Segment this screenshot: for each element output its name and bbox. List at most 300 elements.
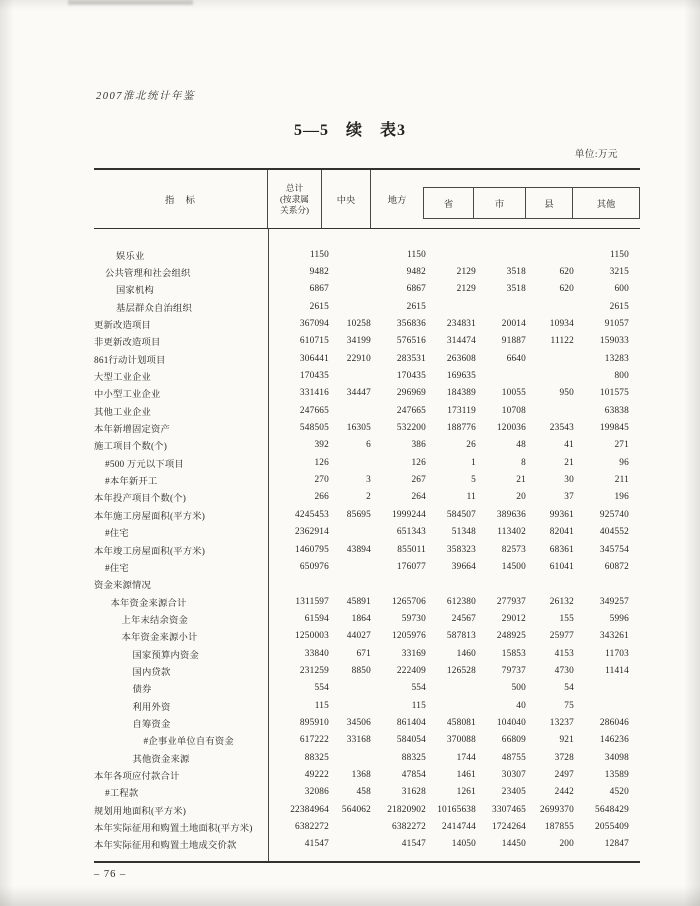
- table-row: [94, 610, 630, 627]
- cell-total: 61594: [304, 613, 329, 624]
- cell-county: 10934: [549, 319, 574, 330]
- cell-province: 2129: [456, 267, 476, 278]
- cell-city: 20: [516, 492, 526, 503]
- cell-total: 548505: [299, 423, 329, 434]
- row-label: 非更新改造项目: [94, 338, 161, 349]
- table-row: [94, 471, 630, 488]
- cell-local: 9482: [406, 267, 426, 278]
- table-row: [94, 749, 630, 766]
- cell-other: 345754: [599, 544, 629, 555]
- cell-local: 1265706: [392, 596, 426, 607]
- cell-total: 2615: [309, 301, 329, 312]
- cell-other: 91057: [604, 319, 629, 330]
- cell-county: 950: [559, 388, 574, 399]
- cell-province: 1: [471, 457, 476, 468]
- col-header-city: 市: [474, 188, 526, 218]
- cell-local: 88325: [401, 752, 426, 763]
- table-row: [94, 576, 630, 593]
- cell-city: 104040: [496, 717, 526, 728]
- cell-local: 170435: [396, 371, 426, 382]
- cell-other: 12847: [604, 839, 629, 850]
- cell-county: 200: [559, 839, 574, 850]
- cell-total: 1311597: [295, 596, 329, 607]
- row-label: 本年新增固定资产: [94, 425, 170, 436]
- cell-total: 2362914: [295, 527, 329, 538]
- unit-label: 单位:万元: [574, 150, 618, 160]
- col-header-indicator: 指 标: [94, 170, 268, 228]
- row-label: #本年新开工: [105, 477, 158, 488]
- table-row: [94, 333, 630, 350]
- table-row: [94, 645, 630, 662]
- cell-local: 283531: [396, 353, 426, 364]
- cell-county: 61041: [549, 561, 574, 572]
- cell-local: 6382272: [392, 822, 426, 833]
- col-header-total-line2: (按隶属: [280, 193, 309, 204]
- cell-local: 247665: [396, 405, 426, 416]
- cell-local: 1205976: [392, 631, 426, 642]
- page-number: – 76 –: [94, 869, 127, 880]
- cell-city: 113402: [497, 527, 526, 538]
- cell-other: 4520: [609, 787, 629, 798]
- row-label: 国家预算内资金: [132, 650, 199, 661]
- cell-central: 34447: [346, 388, 371, 399]
- cell-county: 30: [564, 475, 574, 486]
- cell-other: 271: [614, 440, 629, 451]
- cell-total: 331416: [299, 388, 329, 399]
- cell-other: 2055409: [595, 822, 629, 833]
- cell-city: 3307465: [492, 804, 526, 815]
- cell-other: 349257: [599, 596, 629, 607]
- cell-province: 5: [471, 475, 476, 486]
- table-row: [94, 246, 630, 263]
- cell-central: 10258: [346, 319, 371, 330]
- cell-county: 13237: [549, 717, 574, 728]
- scan-artifact: [68, 0, 193, 5]
- table-row: [94, 402, 630, 419]
- row-label: 中小型工业企业: [94, 390, 161, 401]
- cell-city: 14450: [501, 839, 526, 850]
- cell-county: 4153: [554, 648, 574, 659]
- cell-central: 458: [356, 787, 371, 798]
- cell-city: 1724264: [492, 822, 526, 833]
- cell-total: 9482: [309, 267, 329, 278]
- row-label: 资金来源情况: [94, 581, 151, 592]
- col-header-province: 省: [424, 188, 474, 218]
- cell-total: 32086: [304, 787, 329, 798]
- cell-local: 554: [411, 683, 426, 694]
- cell-province: 39664: [451, 561, 476, 572]
- cell-other: 800: [614, 371, 629, 382]
- table-row: [94, 558, 630, 575]
- cell-city: 15853: [501, 648, 526, 659]
- row-label: 规划用地面积(平方米): [94, 806, 187, 817]
- cell-province: 10165638: [437, 804, 476, 815]
- cell-city: 48755: [501, 752, 526, 763]
- cell-central: 85695: [346, 509, 371, 520]
- cell-county: 41: [564, 440, 574, 451]
- cell-county: 75: [564, 700, 574, 711]
- cell-central: 3: [366, 475, 371, 486]
- cell-city: 79737: [501, 665, 526, 676]
- cell-central: 564062: [341, 804, 371, 815]
- row-label: 基层群众自治组织: [116, 303, 192, 314]
- cell-other: 159033: [599, 336, 629, 347]
- row-label: 自筹资金: [132, 719, 171, 730]
- row-label: 大型工业企业: [94, 373, 151, 384]
- cell-province: 358323: [446, 544, 476, 555]
- cell-local: 176077: [396, 561, 426, 572]
- col-header-other: 其他: [596, 200, 616, 210]
- cell-local: 6867: [406, 284, 426, 295]
- cell-city: 8: [521, 457, 526, 468]
- table-row: [94, 818, 630, 835]
- col-header-total-line1: 总计: [285, 182, 304, 193]
- table-row: [94, 298, 630, 315]
- row-label: 其他工业企业: [94, 407, 151, 418]
- cell-local: 267: [411, 475, 426, 486]
- cell-city: 23405: [501, 787, 526, 798]
- cell-county: 620: [559, 284, 574, 295]
- cell-other: 600: [614, 284, 629, 295]
- cell-other: 404552: [599, 527, 629, 538]
- cell-total: 22384964: [290, 804, 329, 815]
- cell-province: 458081: [446, 717, 476, 728]
- cell-province: 51348: [451, 527, 476, 538]
- cell-province: 1460: [456, 648, 476, 659]
- cell-other: 343261: [599, 631, 629, 642]
- cell-local: 576516: [396, 336, 426, 347]
- cell-total: 4245453: [295, 509, 329, 520]
- local-subcolumns-group: [423, 187, 640, 219]
- cell-province: 126528: [446, 665, 476, 676]
- cell-other: 146236: [599, 735, 629, 746]
- cell-county: 68361: [549, 544, 574, 555]
- table-row: [94, 836, 630, 853]
- table-row: [94, 801, 630, 818]
- table-row: [94, 593, 630, 610]
- cell-city: 500: [511, 683, 526, 694]
- cell-province: 26: [466, 440, 476, 451]
- table-header: [94, 168, 640, 229]
- cell-other: 11414: [605, 665, 629, 676]
- cell-city: 48: [516, 440, 526, 451]
- cell-city: 20014: [501, 319, 526, 330]
- cell-total: 554: [314, 683, 329, 694]
- cell-county: 2699370: [540, 804, 574, 815]
- cell-county: 23543: [549, 423, 574, 434]
- cell-total: 6382272: [295, 822, 329, 833]
- cell-province: 314474: [446, 336, 476, 347]
- cell-local: 33169: [401, 648, 426, 659]
- table-row: [94, 766, 630, 783]
- cell-total: 392: [314, 440, 329, 451]
- cell-city: 10708: [501, 405, 526, 416]
- table-row: [94, 541, 630, 558]
- statistics-table: [94, 168, 640, 863]
- cell-local: 532200: [396, 423, 426, 434]
- cell-central: 1368: [351, 769, 371, 780]
- cell-province: 24567: [451, 613, 476, 624]
- cell-city: 66809: [501, 735, 526, 746]
- row-label: 娱乐业: [116, 251, 145, 262]
- cell-total: 170435: [299, 371, 329, 382]
- table-row: [94, 454, 630, 471]
- cell-local: 861404: [396, 717, 426, 728]
- cell-central: 45891: [346, 596, 371, 607]
- cell-local: 651343: [396, 527, 426, 538]
- cell-total: 1250003: [295, 631, 329, 642]
- cell-province: 184389: [446, 388, 476, 399]
- cell-total: 650976: [299, 561, 329, 572]
- table-title: 5—5 续 表3: [293, 122, 406, 139]
- row-label: 利用外资: [132, 702, 171, 713]
- cell-county: 921: [559, 735, 574, 746]
- table-row: [94, 489, 630, 506]
- row-label: #企事业单位自有资金: [143, 737, 234, 748]
- cell-city: 91887: [501, 336, 526, 347]
- col-header-total-line3: 关系分): [280, 204, 309, 215]
- cell-county: 620: [559, 267, 574, 278]
- table-row: [94, 506, 630, 523]
- cell-other: 286046: [599, 717, 629, 728]
- table-row: [94, 680, 630, 697]
- cell-local: 41547: [401, 839, 426, 850]
- table-row: [94, 315, 630, 332]
- cell-central: 8850: [351, 665, 371, 676]
- cell-other: 3215: [609, 267, 629, 278]
- table-body: [94, 229, 640, 863]
- cell-city: 14500: [501, 561, 526, 572]
- cell-other: 199845: [599, 423, 629, 434]
- row-label: 本年资金来源小计: [121, 633, 198, 644]
- row-label: 本年实际征用和购置土地成交价款: [94, 841, 237, 852]
- row-label: 本年投产项目个数(个): [94, 494, 187, 505]
- cell-province: 234831: [446, 319, 476, 330]
- table-row: [94, 714, 630, 731]
- cell-other: 13283: [604, 353, 629, 364]
- cell-central: 43894: [346, 544, 371, 555]
- cell-city: 389636: [496, 509, 526, 520]
- table-row: [94, 437, 630, 454]
- cell-province: 169635: [446, 371, 476, 382]
- table-row: [94, 628, 630, 645]
- table-row: [94, 281, 630, 298]
- cell-city: 29012: [501, 613, 526, 624]
- cell-local: 296969: [396, 388, 426, 399]
- cell-central: 34199: [346, 336, 371, 347]
- cell-central: 671: [356, 648, 371, 659]
- cell-total: 895910: [299, 717, 329, 728]
- cell-total: 6867: [309, 284, 329, 295]
- row-label: 本年资金来源合计: [110, 598, 187, 609]
- cell-province: 612380: [446, 596, 476, 607]
- cell-province: 584507: [446, 509, 476, 520]
- cell-city: 120036: [496, 423, 526, 434]
- cell-other: 63838: [604, 405, 629, 416]
- cell-city: 82573: [501, 544, 526, 555]
- cell-total: 41547: [304, 839, 329, 850]
- row-label: 其他资金来源: [132, 754, 190, 765]
- table-row: [94, 784, 630, 801]
- cell-central: 44027: [346, 631, 371, 642]
- cell-total: 610715: [299, 336, 329, 347]
- table-row: [94, 263, 630, 280]
- cell-total: 126: [314, 457, 329, 468]
- cell-local: 59730: [401, 613, 426, 624]
- row-label: 国家机构: [116, 286, 154, 297]
- cell-province: 263608: [446, 353, 476, 364]
- cell-central: 16305: [346, 423, 371, 434]
- cell-total: 88325: [304, 752, 329, 763]
- cell-local: 31628: [401, 787, 426, 798]
- cell-local: 855011: [397, 544, 426, 555]
- cell-other: 11703: [605, 648, 629, 659]
- row-label: 施工项目个数(个): [94, 442, 168, 453]
- col-header-county: 县: [526, 188, 573, 218]
- cell-central: 33168: [346, 735, 371, 746]
- cell-other: 211: [614, 475, 629, 486]
- cell-other: 2615: [609, 301, 629, 312]
- cell-total: 306441: [299, 353, 329, 364]
- cell-county: 99361: [549, 509, 574, 520]
- cell-central: 1864: [351, 613, 371, 624]
- cell-province: 370088: [446, 735, 476, 746]
- row-label: 本年竣工房屋面积(平方米): [94, 546, 206, 557]
- cell-local: 222409: [396, 665, 426, 676]
- row-label: 本年实际征用和购置土地面积(平方米): [94, 824, 253, 835]
- cell-local: 2615: [406, 301, 426, 312]
- col-header-central: 中央: [322, 170, 371, 228]
- cell-county: 37: [564, 492, 574, 503]
- table-row: [94, 367, 630, 384]
- cell-province: 2129: [456, 284, 476, 295]
- row-label: #500 万元以下项目: [105, 459, 184, 470]
- cell-city: 6640: [506, 353, 526, 364]
- cell-city: 10055: [501, 388, 526, 399]
- cell-central: 2: [366, 492, 371, 503]
- table-row: [94, 524, 630, 541]
- row-label: 861行动计划项目: [94, 355, 166, 366]
- table-row: [94, 662, 630, 679]
- cell-central: 34506: [346, 717, 371, 728]
- book-title: 2007淮北统计年鉴: [96, 91, 195, 102]
- cell-province: 11: [466, 492, 476, 503]
- cell-other: 34098: [604, 752, 629, 763]
- cell-county: 82041: [549, 527, 574, 538]
- cell-total: 115: [314, 700, 329, 711]
- cell-province: 1261: [456, 787, 476, 798]
- cell-total: 231259: [299, 665, 329, 676]
- cell-total: 266: [314, 492, 329, 503]
- row-label: #住宅: [105, 563, 129, 574]
- cell-local: 21820902: [387, 804, 426, 815]
- cell-total: 33840: [304, 648, 329, 659]
- row-label: 债券: [132, 685, 152, 696]
- cell-total: 49222: [304, 769, 329, 780]
- cell-province: 1744: [456, 752, 476, 763]
- cell-local: 264: [411, 492, 426, 503]
- cell-county: 2497: [554, 769, 574, 780]
- cell-other: 60872: [604, 561, 629, 572]
- cell-total: 270: [314, 475, 329, 486]
- cell-total: 367094: [299, 319, 329, 330]
- cell-local: 126: [411, 457, 426, 468]
- cell-other: 1150: [609, 249, 629, 260]
- cell-province: 587813: [446, 631, 476, 642]
- cell-central: 6: [366, 440, 371, 451]
- cell-local: 1999244: [392, 509, 426, 520]
- cell-county: 21: [564, 457, 574, 468]
- row-label: 上年末结余资金: [121, 615, 188, 626]
- cell-city: 3518: [506, 284, 526, 295]
- table-row: [94, 732, 630, 749]
- cell-county: 2442: [554, 787, 574, 798]
- cell-total: 1150: [309, 249, 329, 260]
- cell-other: 13589: [604, 769, 629, 780]
- cell-county: 26132: [549, 596, 574, 607]
- cell-other: 101575: [599, 388, 629, 399]
- cell-county: 54: [564, 683, 574, 694]
- cell-city: 248925: [496, 631, 526, 642]
- cell-other: 925740: [599, 509, 629, 520]
- col-header-local: 地方: [387, 196, 407, 206]
- cell-province: 1461: [456, 769, 476, 780]
- table-row: [94, 385, 630, 402]
- cell-city: 21: [516, 475, 526, 486]
- row-label: #住宅: [105, 529, 129, 540]
- cell-county: 25977: [549, 631, 574, 642]
- table-row: [94, 697, 630, 714]
- cell-province: 173119: [447, 405, 476, 416]
- cell-local: 115: [411, 700, 426, 711]
- cell-city: 40: [516, 700, 526, 711]
- cell-county: 3728: [554, 752, 574, 763]
- cell-city: 3518: [506, 267, 526, 278]
- cell-other: 96: [619, 457, 629, 468]
- cell-province: 14050: [451, 839, 476, 850]
- col-header-total: [268, 170, 322, 228]
- table-row: [94, 350, 630, 367]
- cell-county: 4730: [554, 665, 574, 676]
- row-label: #工程款: [105, 789, 139, 800]
- cell-county: 187855: [544, 822, 574, 833]
- row-label: 本年施工房屋面积(平方米): [94, 511, 206, 522]
- cell-local: 356836: [396, 319, 426, 330]
- cell-province: 2414744: [442, 822, 476, 833]
- cell-other: 5996: [609, 613, 629, 624]
- cell-total: 1460795: [295, 544, 329, 555]
- table-row: [94, 419, 630, 436]
- cell-total: 247665: [299, 405, 329, 416]
- cell-other: 5648429: [595, 804, 629, 815]
- cell-central: 22910: [346, 353, 371, 364]
- cell-other: 196: [614, 492, 629, 503]
- cell-city: 30307: [501, 769, 526, 780]
- cell-city: 277937: [496, 596, 526, 607]
- cell-local: 386: [411, 440, 426, 451]
- row-label: 更新改造项目: [94, 321, 151, 332]
- row-label: 公共管理和社会组织: [105, 269, 191, 280]
- cell-local: 584054: [396, 735, 426, 746]
- cell-local: 47854: [401, 769, 426, 780]
- row-label: 本年各项应付款合计: [94, 771, 180, 782]
- cell-province: 188776: [446, 423, 476, 434]
- cell-county: 11122: [550, 336, 574, 347]
- cell-county: 155: [559, 613, 574, 624]
- row-label: 国内贷款: [132, 667, 171, 678]
- cell-total: 617222: [299, 735, 329, 746]
- cell-local: 1150: [406, 249, 426, 260]
